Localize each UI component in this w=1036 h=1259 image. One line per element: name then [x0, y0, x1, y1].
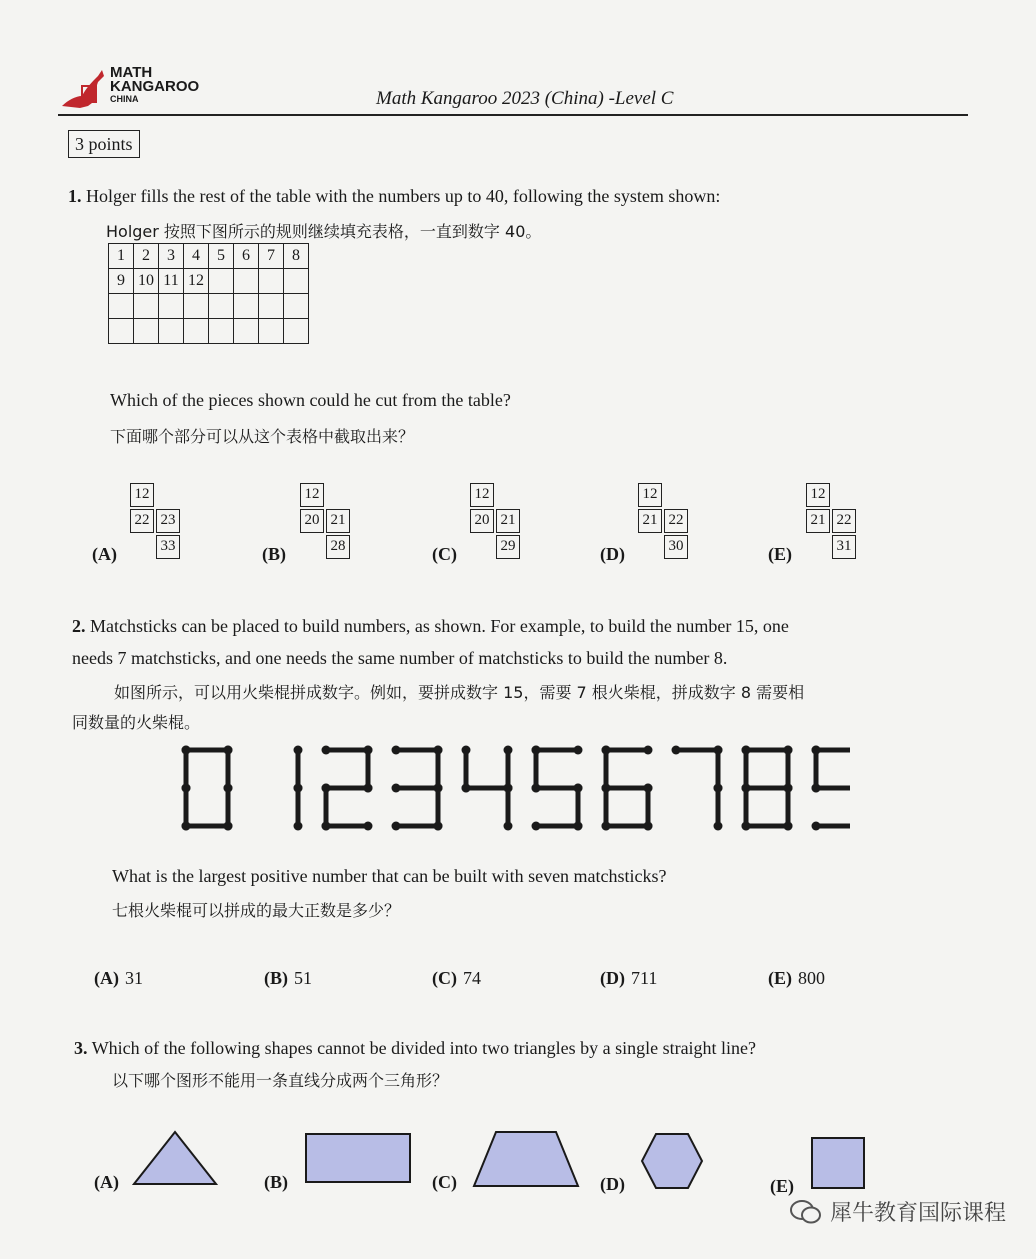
matchstick-head [462, 784, 471, 793]
matchstick-head [392, 822, 401, 831]
matchstick-digit [672, 746, 723, 831]
table-cell [159, 319, 184, 344]
q3-text-en [74, 1038, 756, 1059]
q3-prompt: Which of the following shapes cannot be divided into two triangles by a single straight line? [91, 1038, 757, 1058]
matchstick-head [392, 784, 401, 793]
matchstick-head [714, 746, 723, 755]
table-cell [234, 294, 259, 319]
matchstick-head [784, 822, 793, 831]
table-cell [134, 319, 159, 344]
table-cell: 3 [159, 244, 184, 269]
q3-option-label[interactable]: (B) [264, 1172, 288, 1192]
matchstick-head [364, 746, 373, 755]
q1-option-label[interactable]: (C) [432, 544, 457, 564]
table-cell [234, 269, 259, 294]
q2-option-label: (B) [264, 968, 288, 988]
q1-option-label[interactable]: (D) [600, 544, 625, 564]
piece-cell: 28 [326, 535, 350, 559]
table-cell: 10 [134, 269, 159, 294]
matchstick-head [812, 746, 821, 755]
matchstick-head [434, 746, 443, 755]
q2-question-zh: 七根火柴棍可以拼成的最大正数是多少？ [112, 901, 401, 920]
piece-cell: 31 [832, 535, 856, 559]
table-row [109, 319, 309, 344]
piece-cell: 22 [130, 509, 154, 533]
q2-text-zh-2: 同数量的火柴棍。 [72, 713, 201, 732]
table-cell [209, 294, 234, 319]
matchstick-head [644, 784, 653, 793]
table-cell [209, 319, 234, 344]
matchstick-head [602, 784, 611, 793]
matchstick-head [532, 822, 541, 831]
matchstick-digit [322, 746, 373, 831]
table-cell [259, 269, 284, 294]
q1-option-label[interactable]: (A) [92, 544, 117, 564]
q2-option-value: 711 [631, 968, 658, 988]
q3-option-label[interactable]: (A) [94, 1172, 119, 1192]
matchstick-digit [182, 746, 233, 831]
piece-cell: 21 [638, 509, 662, 533]
table-cell [184, 294, 209, 319]
q2-option-label: (E) [768, 968, 792, 988]
table-row [109, 244, 309, 269]
q2-question-en: What is the largest positive number that can be built with seven matchsticks? [112, 866, 667, 886]
piece-cell: 12 [638, 483, 662, 507]
matchstick-digit [294, 746, 303, 831]
q1-text-en [68, 186, 720, 207]
q2-option-value: 74 [463, 968, 481, 988]
table-cell: 9 [109, 269, 134, 294]
table-cell [259, 294, 284, 319]
table-cell [109, 294, 134, 319]
piece-cell: 29 [496, 535, 520, 559]
piece-cell: 12 [470, 483, 494, 507]
q1-number: 1. [68, 186, 82, 206]
matchstick-digit [532, 746, 583, 831]
piece-cell: 20 [470, 509, 494, 533]
q2-number: 2. [72, 616, 86, 636]
matchstick-head [602, 822, 611, 831]
matchstick-head [672, 746, 681, 755]
piece-cell: 23 [156, 509, 180, 533]
q3-option-label[interactable]: (C) [432, 1172, 457, 1192]
matchstick-digit [462, 746, 513, 831]
matchstick-head [182, 822, 191, 831]
table-cell [284, 294, 309, 319]
table-cell [209, 269, 234, 294]
table-cell: 8 [284, 244, 309, 269]
logo-wordmark: MATH KANGAROO CHINA [110, 64, 200, 104]
matchstick-head [182, 746, 191, 755]
q2-option-label: (D) [600, 968, 625, 988]
matchstick-head [322, 822, 331, 831]
table-cell: 1 [109, 244, 134, 269]
q2-option[interactable] [432, 968, 481, 989]
matchstick-head [574, 822, 583, 831]
piece-cell: 12 [300, 483, 324, 507]
table-cell [109, 319, 134, 344]
q2-prompt-1: Matchsticks can be placed to build numbers, as shown. For example, to build the number 15, one [90, 616, 789, 636]
matchstick-head [714, 822, 723, 831]
q2-text-en-1 [72, 616, 789, 637]
table-cell [159, 294, 184, 319]
table-cell: 4 [184, 244, 209, 269]
matchstick-head [742, 822, 751, 831]
hexagon-shape[interactable] [640, 1132, 704, 1190]
piece-cell: 33 [156, 535, 180, 559]
q3-text-zh: 以下哪个图形不能用一条直线分成两个三角形？ [112, 1071, 449, 1090]
matchstick-head [784, 784, 793, 793]
q3-option-label[interactable]: (E) [770, 1176, 794, 1196]
matchstick-head [224, 822, 233, 831]
matchstick-head [322, 746, 331, 755]
piece-cell: 30 [664, 535, 688, 559]
matchstick-digits [170, 742, 850, 838]
q2-text-zh-1: 如图所示，可以用火柴棍拼成数字。例如，要拼成数字 15，需要 7 根火柴棍，拼成数字 8 需要相 [114, 683, 805, 702]
matchstick-head [574, 784, 583, 793]
rectangle-shape[interactable] [304, 1132, 412, 1184]
table-cell [234, 319, 259, 344]
matchstick-head [742, 784, 751, 793]
matchstick-head [644, 746, 653, 755]
matchstick-head [294, 784, 303, 793]
header-divider [58, 114, 968, 116]
matchstick-head [224, 746, 233, 755]
q2-option[interactable] [264, 968, 312, 989]
matchstick-head [532, 784, 541, 793]
q3-option-label[interactable]: (D) [600, 1174, 625, 1194]
q2-option-label: (C) [432, 968, 457, 988]
table-row [109, 269, 309, 294]
table-row [109, 294, 309, 319]
matchstick-head [504, 822, 513, 831]
matchstick-head [532, 746, 541, 755]
matchstick-head [434, 822, 443, 831]
matchstick-head [182, 784, 191, 793]
matchstick-head [812, 784, 821, 793]
math-kangaroo-logo [58, 66, 208, 114]
q3-number: 3. [74, 1038, 88, 1058]
q2-option-label: (A) [94, 968, 119, 988]
matchstick-head [364, 822, 373, 831]
table-cell [134, 294, 159, 319]
table-cell [184, 319, 209, 344]
matchstick-head [392, 746, 401, 755]
piece-cell: 22 [664, 509, 688, 533]
matchstick-digit [812, 746, 851, 831]
piece-cell: 12 [130, 483, 154, 507]
matchstick-head [714, 784, 723, 793]
matchstick-head [644, 822, 653, 831]
points-label: 3 points [68, 130, 140, 158]
matchstick-head [812, 822, 821, 831]
matchstick-head [294, 822, 303, 831]
matchstick-head [322, 784, 331, 793]
q1-option-label[interactable]: (E) [768, 544, 792, 564]
q2-option-value: 800 [798, 968, 825, 988]
matchstick-head [224, 784, 233, 793]
matchstick-head [294, 746, 303, 755]
matchstick-head [504, 784, 513, 793]
q2-option[interactable] [768, 968, 825, 989]
q2-option-value: 51 [294, 968, 312, 988]
q1-option-label[interactable]: (B) [262, 544, 286, 564]
table-cell: 5 [209, 244, 234, 269]
q2-option-value: 31 [125, 968, 143, 988]
watermark-text: 犀牛教育国际课程 [829, 1201, 1006, 1226]
matchstick-head [462, 746, 471, 755]
q2-option[interactable] [600, 968, 657, 989]
kangaroo-icon [58, 66, 110, 112]
matchstick-digit [392, 746, 443, 831]
piece-cell: 20 [300, 509, 324, 533]
matchstick-head [364, 784, 373, 793]
table-cell [284, 269, 309, 294]
q2-text-en-2: needs 7 matchsticks, and one needs the same number of matchsticks to build the number 8. [72, 648, 728, 668]
table-cell: 2 [134, 244, 159, 269]
piece-cell: 21 [326, 509, 350, 533]
matchstick-head [504, 746, 513, 755]
number-table [108, 243, 309, 344]
table-cell: 11 [159, 269, 184, 294]
piece-cell: 22 [832, 509, 856, 533]
matchstick-head [574, 746, 583, 755]
matchstick-head [742, 746, 751, 755]
q1-text-zh: Holger 按照下图所示的规则继续填充表格，一直到数字 40。 [106, 222, 542, 241]
matchstick-head [434, 784, 443, 793]
matchstick-digit [742, 746, 793, 831]
piece-cell: 21 [806, 509, 830, 533]
matchstick-head [602, 746, 611, 755]
q1-prompt: Holger fills the rest of the table with the numbers up to 40, following the system shown: [86, 186, 721, 206]
table-cell [284, 319, 309, 344]
wechat-icon [790, 1199, 822, 1225]
q1-question-zh: 下面哪个部分可以从这个表格中截取出来？ [110, 427, 415, 446]
matchstick-head [784, 746, 793, 755]
table-cell: 6 [234, 244, 259, 269]
triangle-shape[interactable] [132, 1130, 218, 1188]
table-cell [259, 319, 284, 344]
q2-option[interactable] [94, 968, 143, 989]
piece-cell: 21 [496, 509, 520, 533]
table-cell: 7 [259, 244, 284, 269]
watermark [790, 1196, 1006, 1227]
trapezoid-shape[interactable] [472, 1130, 580, 1190]
page-title: Math Kangaroo 2023 (China) -Level C [376, 88, 674, 109]
square-shape[interactable] [810, 1136, 868, 1190]
table-cell: 12 [184, 269, 209, 294]
piece-cell: 12 [806, 483, 830, 507]
matchstick-digit [602, 746, 653, 831]
q1-question-en: Which of the pieces shown could he cut from the table? [110, 390, 511, 410]
